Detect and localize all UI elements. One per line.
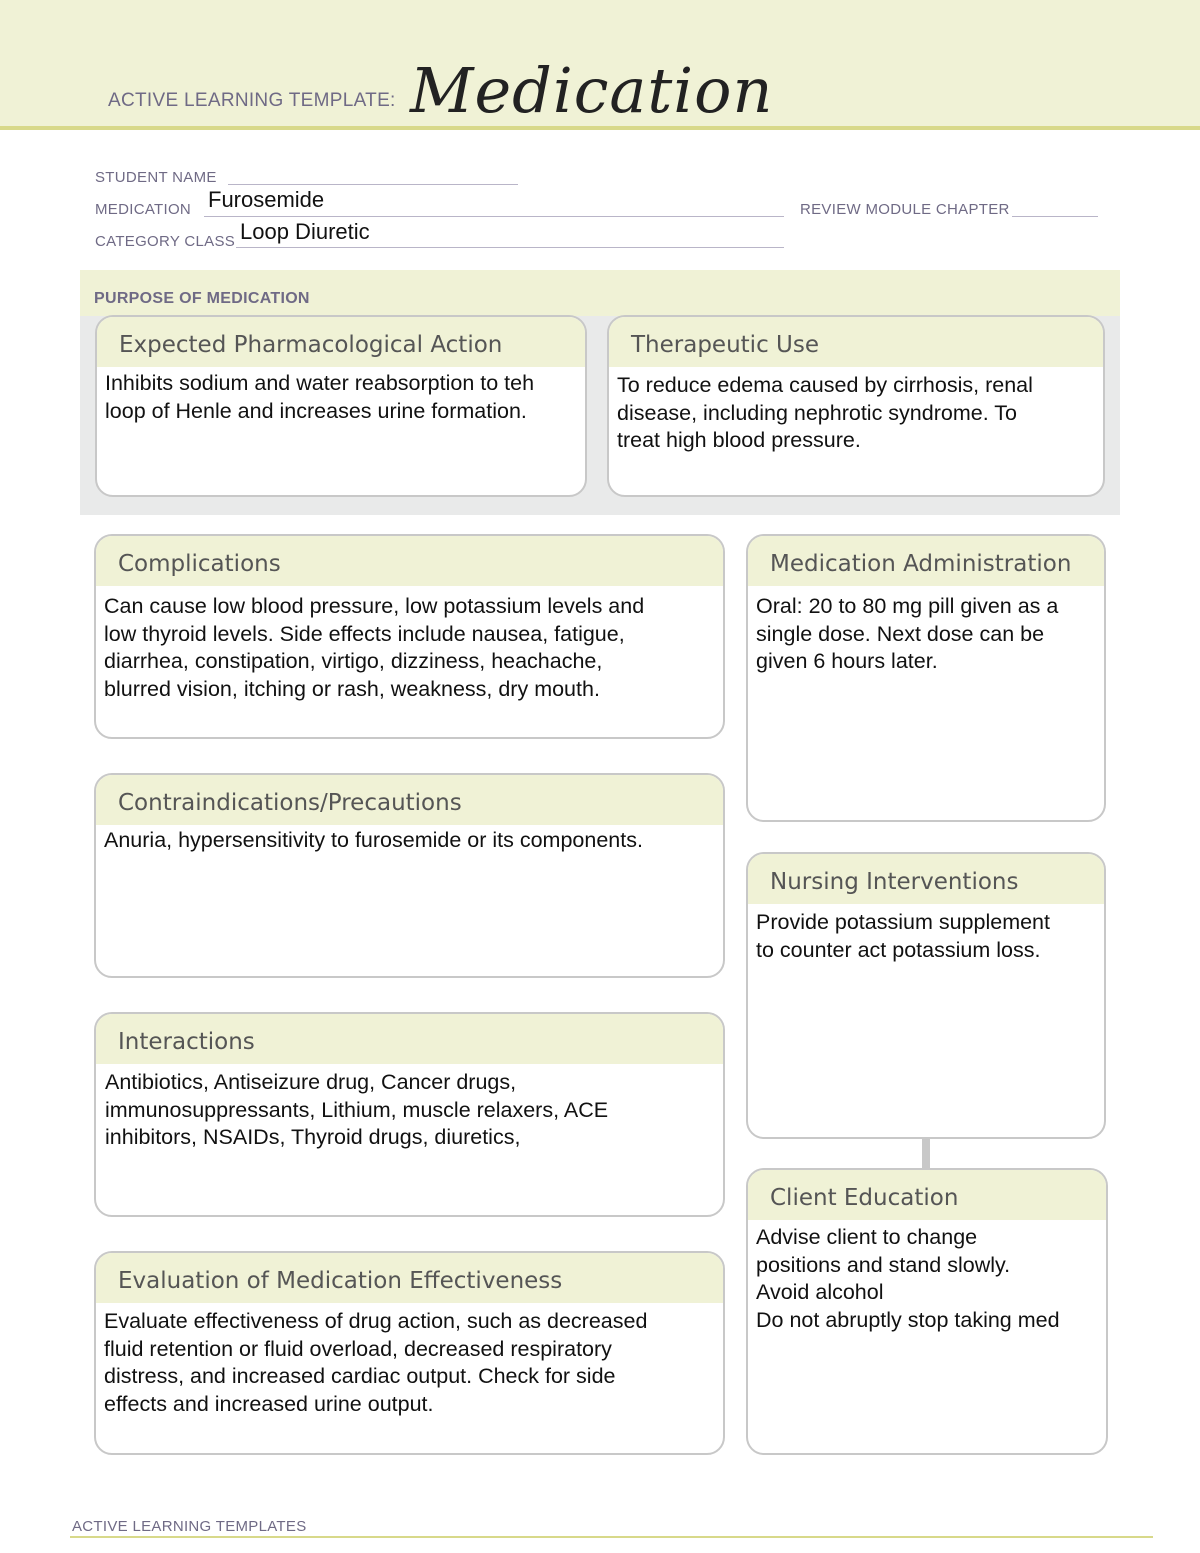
footer-text: ACTIVE LEARNING TEMPLATES (72, 1518, 307, 1535)
student-name-line (228, 184, 518, 185)
client-education-text[interactable]: Advise client to change positions and stand slowly. Avoid alcohol Do not abruptly stop taking med (756, 1225, 1060, 1332)
nursing-heading: Nursing Interventions (748, 854, 1104, 904)
administration-card (746, 534, 1106, 822)
nursing-text[interactable]: Provide potassium supplement to counter act potassium loss. (756, 910, 1050, 962)
medication-line (204, 216, 784, 217)
complications-text[interactable]: Can cause low blood pressure, low potassium levels and low thyroid levels. Side effects include nausea, fatigue, diarrhea, constipation, virtigo, dizziness, heachache, blurred vision, itching or rash, weakness, dry mouth. (104, 594, 645, 701)
connector-bar (922, 1137, 930, 1169)
template-prefix: ACTIVE LEARNING TEMPLATE: (108, 90, 396, 111)
expected-action-card (95, 315, 587, 497)
footer-line (70, 1536, 1153, 1538)
category-class-label: CATEGORY CLASS (95, 233, 236, 250)
page-title: Medication (410, 54, 774, 127)
medication-field[interactable]: Furosemide (208, 187, 325, 212)
review-module-label: REVIEW MODULE CHAPTER (800, 201, 1010, 218)
therapeutic-use-heading: Therapeutic Use (609, 317, 1103, 367)
therapeutic-use-card (607, 315, 1105, 497)
expected-action-heading: Expected Pharmacological Action (97, 317, 585, 367)
evaluation-heading: Evaluation of Medication Effectiveness (96, 1253, 723, 1303)
interactions-card (94, 1012, 725, 1217)
evaluation-text[interactable]: Evaluate effectiveness of drug action, such as decreased fluid retention or fluid overload, decreased respiratory distress, and increased cardiac output. Check for side effects and increased urine output. (104, 1309, 648, 1416)
expected-action-text[interactable]: Inhibits sodium and water reabsorption to teh loop of Henle and increases urine formation. (105, 371, 535, 423)
administration-heading: Medication Administration (748, 536, 1104, 586)
category-class-field[interactable]: Loop Diuretic (240, 219, 370, 244)
contraindications-heading: Contraindications/Precautions (96, 775, 723, 825)
therapeutic-use-text[interactable]: To reduce edema caused by cirrhosis, renal disease, including nephrotic syndrome. To treat high blood pressure. (617, 373, 1033, 452)
contraindications-text[interactable]: Anuria, hypersensitivity to furosemide or its components. (104, 828, 643, 852)
contraindications-card (94, 773, 725, 978)
complications-heading: Complications (96, 536, 723, 586)
nursing-card (746, 852, 1106, 1139)
client-education-heading: Client Education (748, 1170, 1106, 1220)
complications-card (94, 534, 725, 739)
interactions-heading: Interactions (96, 1014, 723, 1064)
purpose-title: PURPOSE OF MEDICATION (94, 290, 310, 307)
administration-text[interactable]: Oral: 20 to 80 mg pill given as a single dose. Next dose can be given 6 hours later. (756, 594, 1059, 673)
review-module-line (1012, 216, 1098, 217)
student-name-label: STUDENT NAME (95, 169, 217, 186)
evaluation-card (94, 1251, 725, 1455)
medication-label: MEDICATION (95, 201, 192, 218)
client-education-card (746, 1168, 1108, 1455)
category-class-line (236, 247, 784, 248)
interactions-text[interactable]: Antibiotics, Antiseizure drug, Cancer drugs, immunosuppressants, Lithium, muscle relaxers, ACE inhibitors, NSAIDs, Thyroid drugs, diuretics, (105, 1070, 609, 1149)
